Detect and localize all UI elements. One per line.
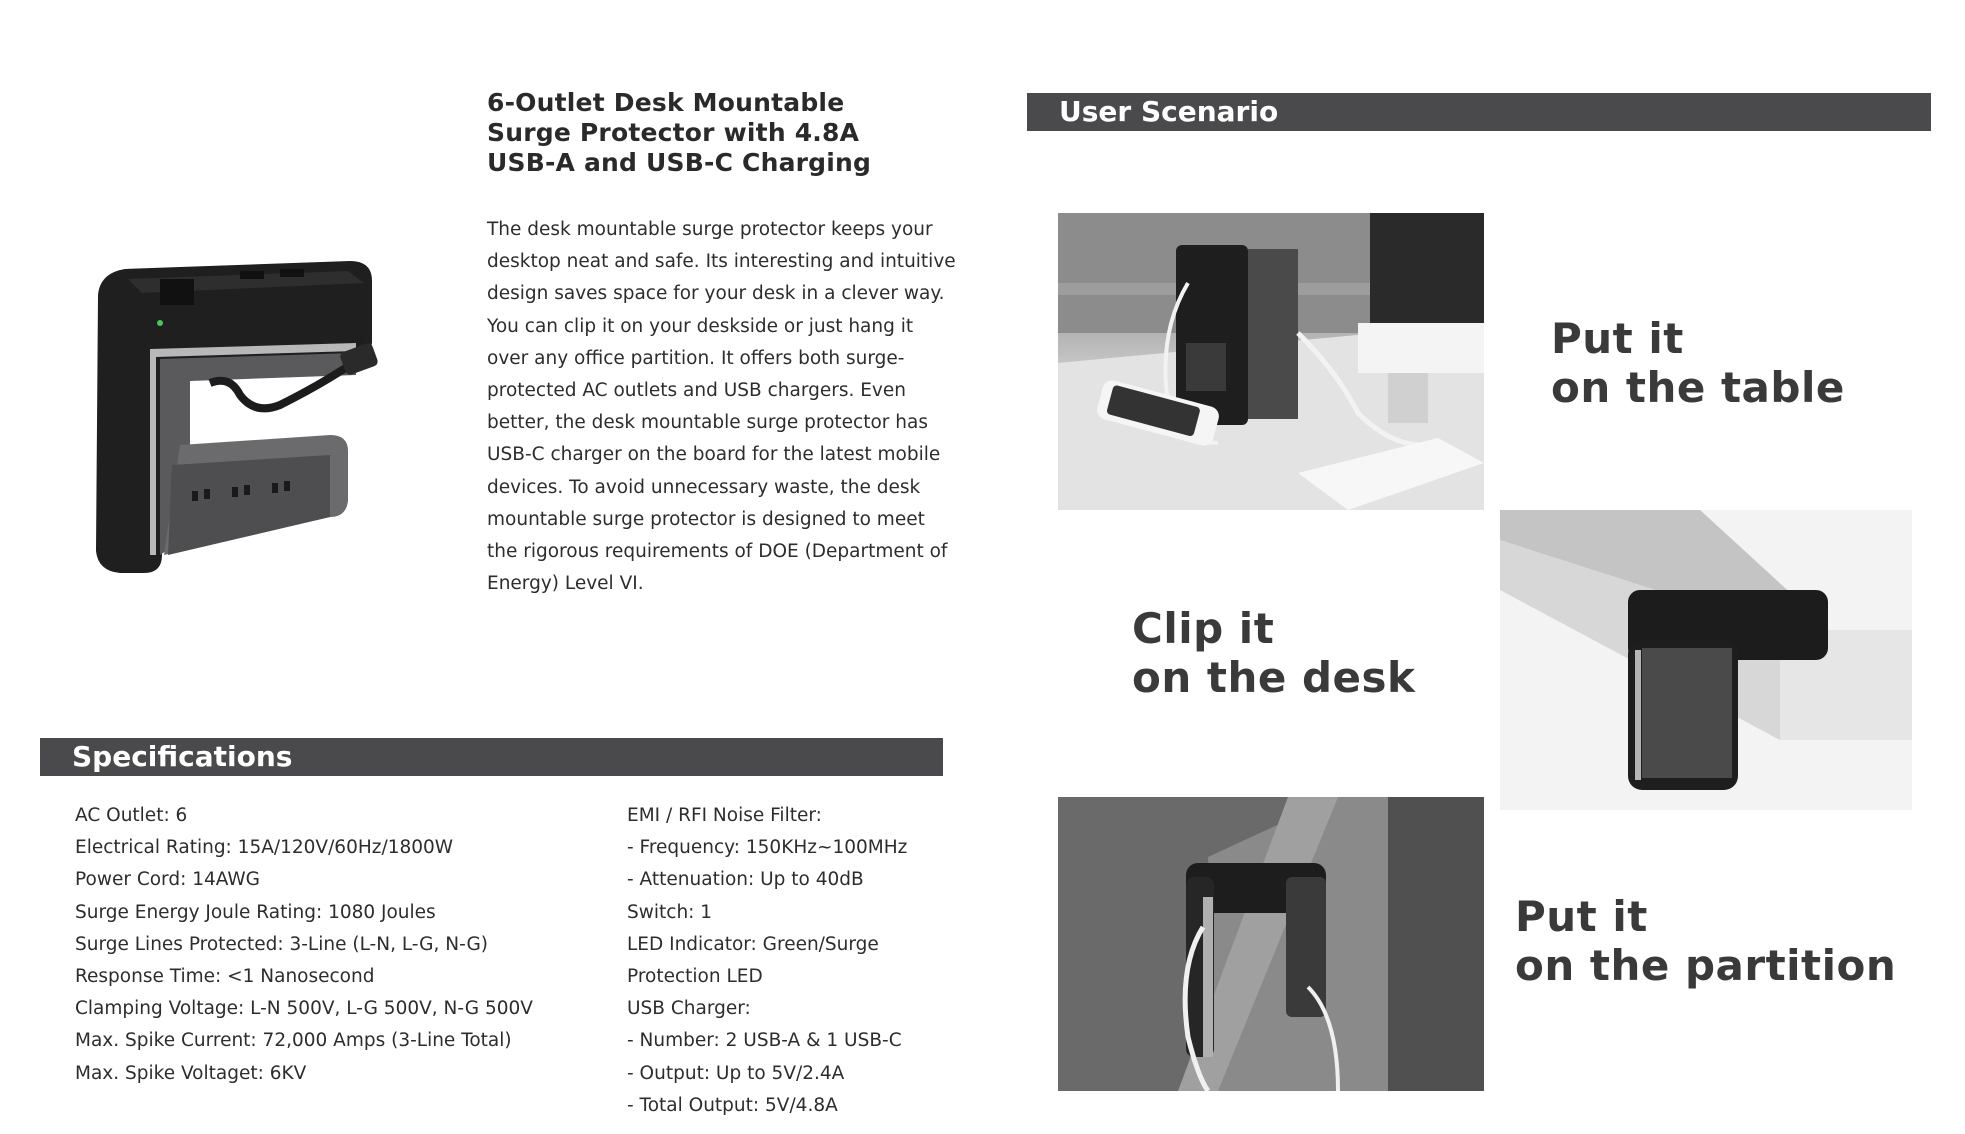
spec-item: - Total Output: 5V/4.8A xyxy=(627,1094,838,1116)
spec-item: - Number: 2 USB-A & 1 USB-C xyxy=(627,1030,902,1052)
user-scenario-header: User Scenario xyxy=(1027,93,1931,131)
spec-item: Surge Lines Protected: 3-Line (L-N, L-G, N-G) xyxy=(75,933,489,955)
caption-on-the-partition xyxy=(1515,892,1896,990)
spec-item: USB Charger: xyxy=(627,998,751,1020)
caption-line: Clip it xyxy=(1132,604,1275,653)
spec-item: - Frequency: 150KHz~100MHz xyxy=(627,837,908,859)
spec-item: Electrical Rating: 15A/120V/60Hz/1800W xyxy=(75,837,454,859)
spec-item: Response Time: <1 Nanosecond xyxy=(75,966,375,988)
spec-item: Clamping Voltage: L-N 500V, L-G 500V, N-G 500V xyxy=(75,998,533,1020)
caption-line: on the table xyxy=(1551,363,1845,412)
spec-item: LED Indicator: Green/Surge xyxy=(627,933,879,955)
caption-line: Put it xyxy=(1515,892,1648,941)
scenario-partition-photo xyxy=(1058,797,1484,1091)
spec-item: - Output: Up to 5V/2.4A xyxy=(627,1062,845,1084)
surge-protector-illustration xyxy=(80,255,460,595)
spec-item: Power Cord: 14AWG xyxy=(75,869,260,891)
spec-item: AC Outlet: 6 xyxy=(75,805,188,826)
scenario-desk-photo xyxy=(1500,510,1912,810)
spec-item: Max. Spike Voltaget: 6KV xyxy=(75,1062,307,1084)
spec-item: - Attenuation: Up to 40dB xyxy=(627,869,864,891)
caption-line: on the desk xyxy=(1132,653,1416,702)
caption-line: on the partition xyxy=(1515,941,1897,990)
spec-item: Switch: 1 xyxy=(627,901,713,923)
spec-list-left xyxy=(75,800,595,1090)
caption-on-the-desk xyxy=(1132,604,1415,702)
caption-line: Put it xyxy=(1551,314,1684,363)
spec-item: Protection LED xyxy=(627,966,763,988)
product-title: 6-Outlet Desk Mountable Surge Protector with 4.8A USB-A and USB-C Charging xyxy=(487,88,872,177)
caption-on-the-table xyxy=(1551,314,1845,412)
spec-item: Max. Spike Current: 72,000 Amps (3-Line Total) xyxy=(75,1030,512,1052)
spec-item: Surge Energy Joule Rating: 1080 Joules xyxy=(75,901,436,923)
scenario-table-photo xyxy=(1058,213,1484,510)
specifications-header: Specifications xyxy=(40,738,943,776)
product-image xyxy=(80,255,460,595)
spec-list-right xyxy=(627,800,967,1122)
product-description: The desk mountable surge protector keeps your desktop neat and safe. Its interesting and intuitive design saves space for your desk in a clever way. You can clip it on your deskside or just hang it over any office partition. It offers both surge-protected AC outlets and USB chargers. Even better, the desk mountable surge protector has USB-C charger on the board for the latest mobile devices. To avoid unnecessary waste, the desk mountable surge protector is designed to meet the rigorous requirements of DOE (Department of Energy) Level VI. xyxy=(487,219,956,595)
spec-item: EMI / RFI Noise Filter: xyxy=(627,805,822,826)
